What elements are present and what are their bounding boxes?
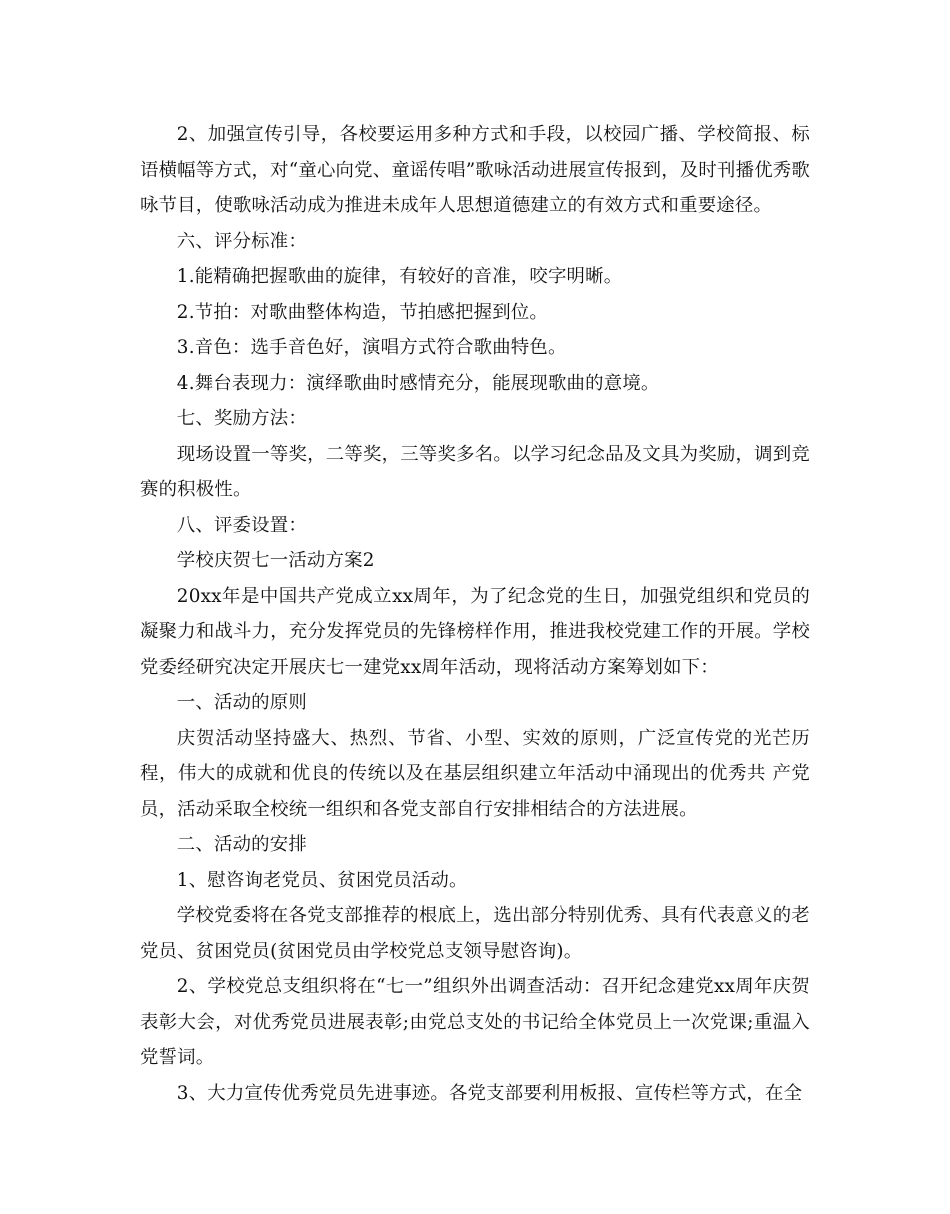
- criteria-item-3: 3.音色：选手音色好，演唱方式符合歌曲特色。: [176, 337, 567, 358]
- heading-principles: 一、活动的原则: [176, 692, 307, 713]
- arrangement-item-1: 1、慰咨询老党员、贫困党员活动。: [176, 869, 468, 891]
- arrangement-item-2: 2、学校党总支组织将在“七一”组织外出调查活动：召开纪念建党xx周年庆贺表彰大会，对优秀党员进展表彰;由党总支处的书记给全体党员上一次党课;重温入党誓词。: [140, 976, 810, 1068]
- criteria-item-2: 2.节拍：对歌曲整体构造，节拍感把握到位。: [176, 301, 548, 323]
- paragraph-visit-members: 学校党委将在各党支部推荐的根底上，选出部分特别优秀、具有代表意义的老党员、贫困党员(贫困党员由学校党总支领导慰咨询)。: [140, 905, 810, 962]
- paragraph-intro: 20xx年是中国共产党成立xx周年，为了纪念党的生日，加强党组织和党员的凝聚力和战斗力，充分发挥党员的先锋榜样作用，推进我校党建工作的开展。学校党委经研究决定开展庆七一建党xx周年活动，现将活动方案筹划如下：: [140, 585, 810, 678]
- paragraph-publicity: 2、加强宣传引导，各校要运用多种方式和手段，以校园广播、学校简报、标语横幅等方式，对“童心向党、童谣传唱”歌咏活动进展宣传报到，及时刊播优秀歌咏节目，使歌咏活动成为推进未成年人思想道德建立的有效方式和重要途径。: [140, 124, 810, 216]
- heading-arrangements: 二、活动的安排: [176, 834, 307, 855]
- heading-rewards: 七、奖励方法：: [176, 408, 307, 429]
- section-title-plan-2: 学校庆贺七一活动方案2: [176, 550, 375, 571]
- criteria-item-1: 1.能精确把握歌曲的旋律，有较好的音准，咬字明晰。: [176, 266, 623, 287]
- arrangement-item-3: 3、大力宣传优秀党员先进事迹。各党支部要利用板报、宣传栏等方式，在全: [176, 1082, 803, 1104]
- paragraph-rewards: 现场设置一等奖，二等奖，三等奖多名。以学习纪念品及文具为奖励，调到竞赛的积极性。: [140, 443, 810, 500]
- heading-scoring-criteria: 六、评分标准：: [176, 230, 307, 252]
- criteria-item-4: 4.舞台表现力：演绎歌曲时感情充分，能展现歌曲的意境。: [176, 372, 660, 394]
- paragraph-principles: 庆贺活动坚持盛大、热烈、节省、小型、实效的原则，广泛宣传党的光芒历程，伟大的成就和优良的传统以及在基层组织建立年活动中涌现出的优秀共 产党员，活动采取全校统一组织和各党支部自行安排相结合的方法进展。: [140, 727, 810, 820]
- heading-judges: 八、评委设置：: [176, 514, 307, 536]
